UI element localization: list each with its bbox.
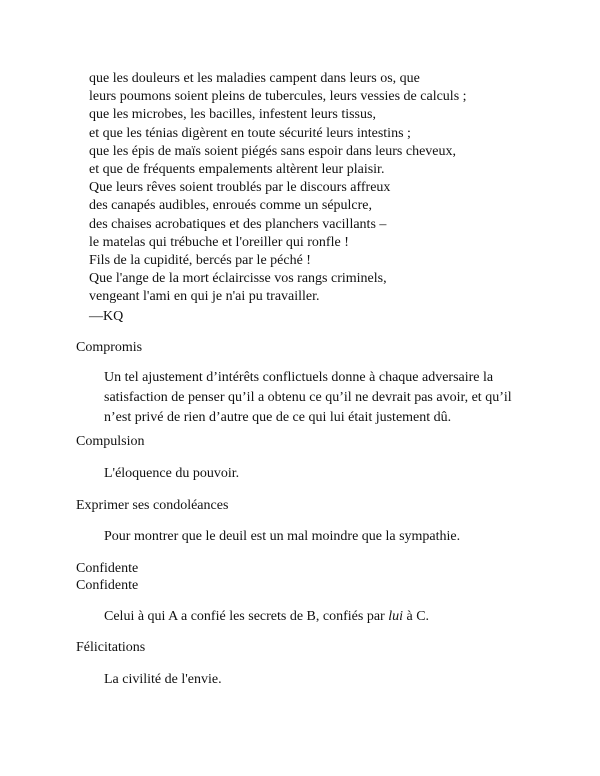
entry-title-condoleances: Exprimer ses condoléances bbox=[76, 498, 229, 513]
poem-line: Que leurs rêves soient troublés par le discours affreux bbox=[89, 180, 391, 196]
entry-definition-compulsion: L'éloquence du pouvoir. bbox=[104, 466, 240, 481]
poem-line: vengeant l'ami en qui je n'ai pu travailler. bbox=[89, 289, 320, 305]
entry-definition-felicitations: La civilité de l'envie. bbox=[104, 672, 222, 687]
entry-title-confidente-repeat: Confidente bbox=[76, 578, 139, 593]
poem-line: Fils de la cupidité, bercés par le péché ! bbox=[89, 253, 311, 269]
entry-definition-condoleances: Pour montrer que le deuil est un mal moindre que la sympathie. bbox=[104, 529, 461, 544]
poem-line: que les douleurs et les maladies campent dans leurs os, que bbox=[89, 71, 420, 86]
poem-line: que les épis de maïs soient piégés sans espoir dans leurs cheveux, bbox=[89, 143, 457, 159]
poem-line: des canapés audibles, enroués comme un sépulcre, bbox=[89, 198, 373, 214]
entry-definition-confidente bbox=[104, 607, 524, 627]
entry-title-compulsion: Compulsion bbox=[76, 434, 145, 449]
poem-line: le matelas qui trébuche et l'oreiller qui ronfle ! bbox=[89, 234, 349, 250]
poem-line: et que les ténias digèrent en toute sécurité leurs intestins ; bbox=[89, 125, 411, 141]
poem-line: leurs poumons soient pleins de tubercules, leurs vessies de calculs ; bbox=[89, 89, 467, 105]
entry-title-felicitations: Félicitations bbox=[76, 640, 146, 655]
entry-title-compromis: Compromis bbox=[76, 340, 143, 355]
poem-stanza bbox=[89, 70, 467, 307]
entry-title-confidente: Confidente bbox=[76, 561, 139, 576]
definition-text: Celui à qui A a confié les secrets de B, confiés par bbox=[104, 609, 389, 624]
definition-text: à C. bbox=[402, 609, 430, 624]
poem-signature: —KQ bbox=[89, 309, 124, 324]
definition-emphasis: lui bbox=[388, 609, 403, 624]
poem-line: des chaises acrobatiques et des planchers vacillants – bbox=[89, 216, 387, 232]
poem-line: Que l'ange de la mort éclaircisse vos rangs criminels, bbox=[89, 271, 387, 287]
poem-line: et que de fréquents empalements altèrent leur plaisir. bbox=[89, 162, 385, 178]
entry-definition-compromis: Un tel ajustement d’intérêts conflictuels donne à chaque adversaire la satisfaction de penser qu’il a obtenu ce qu’il ne devrait pas avoir, et qu’il n’est privé de rien d’autre que de ce qui lui était justement dû. bbox=[104, 370, 512, 425]
poem-line: que les microbes, les bacilles, infestent leurs tissus, bbox=[89, 107, 376, 123]
